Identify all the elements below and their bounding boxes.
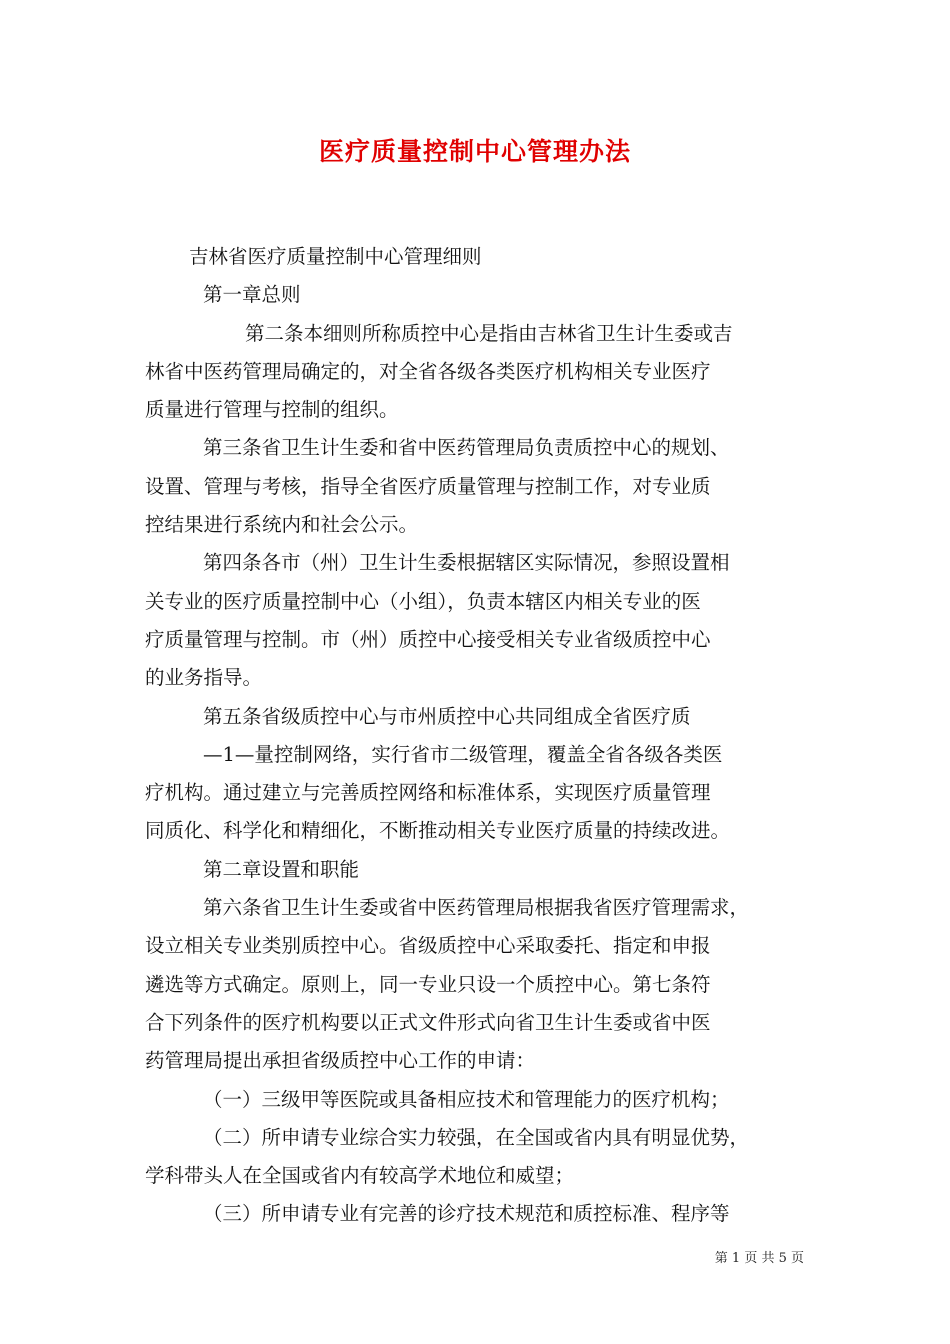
body-line: 控结果进行系统内和社会公示。 <box>145 513 419 537</box>
body-line: —1—量控制网络，实行省市二级管理，覆盖全省各级各类医 <box>203 742 723 766</box>
body-line: 第六条省卫生计生委或省中医药管理局根据我省医疗管理需求， <box>203 896 750 920</box>
body-line: 合下列条件的医疗机构要以正式文件形式向省卫生计生委或省中医 <box>145 1010 711 1034</box>
body-line: （一）三级甲等医院或具备相应技术和管理能力的医疗机构； <box>203 1087 730 1111</box>
body-line: 第二条本细则所称质控中心是指由吉林省卫生计生委或吉 <box>245 321 733 345</box>
body-line: 第二章设置和职能 <box>203 857 360 881</box>
body-line: 设立相关专业类别质控中心。省级质控中心采取委托、指定和申报 <box>145 934 711 958</box>
body-line: 第五条省级质控中心与市州质控中心共同组成全省医疗质 <box>203 704 691 728</box>
body-line: （二）所申请专业综合实力较强，在全国或省内具有明显优势， <box>203 1125 750 1149</box>
body-line: 吉林省医疗质量控制中心管理细则 <box>189 245 482 268</box>
body-line: 遴选等方式确定。原则上，同一专业只设一个质控中心。第七条符 <box>145 972 711 996</box>
body-line: 设置、管理与考核，指导全省医疗质量管理与控制工作，对专业质 <box>145 474 711 498</box>
body-line: 疗机构。通过建立与完善质控网络和标准体系，实现医疗质量管理 <box>145 781 711 805</box>
body-line: （三）所申请专业有完善的诊疗技术规范和质控标准、程序等 <box>203 1202 730 1226</box>
body-line: 学科带头人在全国或省内有较高学术地位和威望； <box>145 1164 575 1188</box>
body-line: 同质化、科学化和精细化，不断推动相关专业医疗质量的持续改进。 <box>145 819 731 843</box>
body-line: 的业务指导。 <box>145 666 263 690</box>
document-body <box>145 238 809 1234</box>
body-line: 关专业的医疗质量控制中心（小组），负责本辖区内相关专业的医 <box>145 589 701 613</box>
body-line: 药管理局提出承担省级质控中心工作的申请： <box>145 1049 536 1073</box>
body-line: 第四条各市（州）卫生计生委根据辖区实际情况，参照设置相 <box>203 551 730 575</box>
body-line: 第三条省卫生计生委和省中医药管理局负责质控中心的规划、 <box>203 436 730 460</box>
page-number-footer: 第 1 页 共 5 页 <box>714 1251 804 1266</box>
body-line: 质量进行管理与控制的组织。 <box>145 398 399 422</box>
document-title: 医疗质量控制中心管理办法 <box>318 137 631 166</box>
body-line: 疗质量管理与控制。市（州）质控中心接受相关专业省级质控中心 <box>145 627 711 651</box>
body-line: 第一章总则 <box>203 283 301 307</box>
body-line: 林省中医药管理局确定的，对全省各级各类医疗机构相关专业医疗 <box>145 359 711 383</box>
